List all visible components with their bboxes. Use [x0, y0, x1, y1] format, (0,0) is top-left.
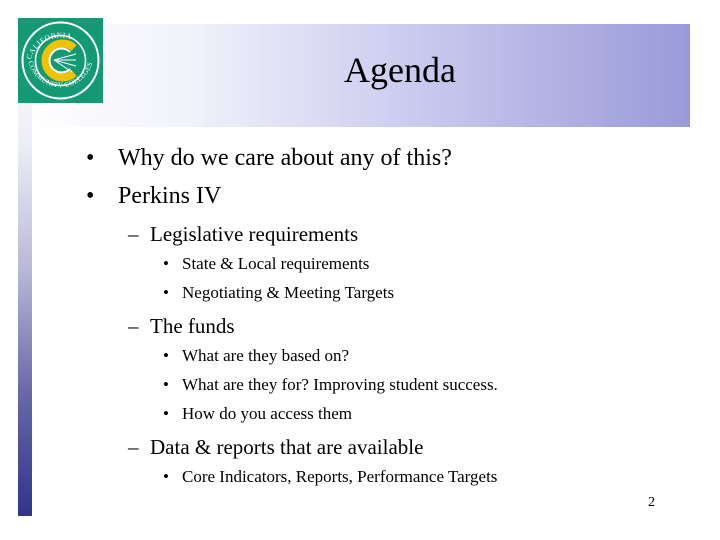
bullet-level2	[86, 220, 686, 252]
agenda-bullet-list	[86, 142, 686, 494]
bullet-marker: •	[86, 145, 95, 171]
bullet-text: State & Local requirements	[182, 254, 370, 273]
svg-text:CALIFORNIA: CALIFORNIA	[24, 30, 74, 61]
bullet-level3	[86, 402, 686, 431]
bullet-text: Data & reports that are available	[150, 435, 424, 459]
bullet-text: The funds	[150, 314, 235, 338]
bullet-marker: •	[163, 404, 169, 423]
bullet-marker: •	[86, 183, 95, 209]
bullet-level3	[86, 344, 686, 373]
california-community-colleges-logo	[18, 18, 103, 103]
bullet-level3	[86, 281, 686, 310]
bullet-level1	[86, 142, 686, 180]
page-number: 2	[648, 495, 655, 510]
dash-marker: –	[128, 222, 139, 246]
bullet-marker: •	[163, 346, 169, 365]
bullet-text: Legislative requirements	[150, 222, 359, 246]
bullet-marker: •	[163, 375, 169, 394]
bullet-text: Negotiating & Meeting Targets	[182, 283, 395, 302]
bullet-marker: •	[163, 254, 169, 273]
bullet-marker: •	[163, 467, 169, 486]
bullet-level3	[86, 465, 686, 494]
dash-marker: –	[128, 314, 139, 338]
slide-title: Agenda	[344, 50, 456, 90]
bullet-level2	[86, 433, 686, 465]
bullet-text: Core Indicators, Reports, Performance Targets	[182, 467, 498, 486]
bullet-text: Perkins IV	[118, 183, 222, 209]
bullet-level3	[86, 373, 686, 402]
bullet-level3	[86, 252, 686, 281]
bullet-text: What are they for? Improving student success.	[182, 375, 498, 394]
bullet-marker: •	[163, 283, 169, 302]
dash-marker: –	[128, 435, 139, 459]
svg-text:COMMUNITY COLLEGES: COMMUNITY COLLEGES	[26, 59, 95, 90]
bullet-text: How do you access them	[182, 404, 352, 423]
bullet-level1	[86, 180, 686, 218]
bullet-text: What are they based on?	[182, 346, 350, 365]
bullet-level2	[86, 312, 686, 344]
bullet-text: Why do we care about any of this?	[118, 145, 452, 171]
